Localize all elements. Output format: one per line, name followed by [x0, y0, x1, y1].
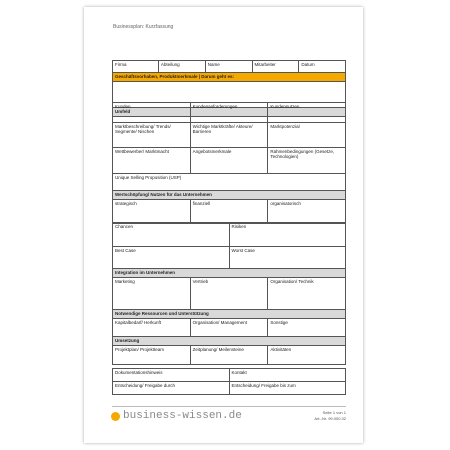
integration-table: [112, 268, 346, 365]
cell-vertrieb[interactable]: Vertrieb: [190, 278, 268, 310]
cell-sonstige[interactable]: Sonstige: [268, 319, 346, 337]
cell-freigabe-durch[interactable]: Entscheidung/ Freigabe durch: [113, 382, 230, 395]
cell-marktkraefte[interactable]: Wichtige Marktkräfte/ Akteure/ Barrieren: [190, 123, 268, 148]
section-umsetzung: Umsetzung: [113, 337, 346, 346]
footer-meta: [300, 410, 346, 421]
cell-angebotsmerkmale[interactable]: Angebotsmerkmale: [190, 148, 268, 174]
cell-kundennutzen[interactable]: Kundennutzen: [268, 103, 346, 123]
cell-chancen[interactable]: Chancen: [113, 223, 230, 247]
cell-aktivitaeten[interactable]: Aktivitäten: [268, 346, 346, 365]
umfeld-table: [112, 102, 346, 224]
field-abteilung[interactable]: Abteilung: [158, 61, 205, 73]
section-ressourcen: Notwendige Ressourcen und Unterstützung: [113, 310, 346, 319]
cell-risiken[interactable]: Risiken: [229, 223, 346, 247]
cell-finanziell[interactable]: finanziell: [190, 200, 268, 224]
section-wertschoepfung: Wertschöpfung/ Nutzen für das Unternehmen: [113, 191, 346, 200]
field-mitarbeiter[interactable]: Mitarbeiter: [252, 61, 299, 73]
cell-usp[interactable]: Unique Selling Proposition (USP): [113, 174, 346, 191]
cell-dokumentationshinweis[interactable]: Dokumentationshinweis: [113, 369, 230, 382]
cell-worst-case[interactable]: Worst Case: [229, 247, 346, 269]
main-heading: Geschäftsvorhaben, Produktmerkmale | Darum geht es:: [113, 73, 346, 82]
field-firma[interactable]: Firma: [113, 61, 159, 73]
footer-divider: [112, 406, 346, 407]
field-name[interactable]: Name: [205, 61, 252, 73]
cell-kundenanforderungen[interactable]: Kundenanforderungen: [190, 103, 268, 123]
page-number: Seite 1 von 1: [322, 410, 346, 415]
document-title: Businessplan: Kurzfassung: [113, 24, 174, 30]
chancen-risiken-table: [112, 222, 346, 269]
logo-text: business-wissen.de: [123, 410, 242, 422]
dokumentation-table: [112, 368, 346, 395]
cell-kapitalbedarf[interactable]: Kapitalbedarf/ Herkunft: [113, 319, 191, 337]
article-number: Art.-Nr. 99.000.32: [314, 415, 346, 421]
section-integration: Integration im Unternehmen: [113, 269, 346, 278]
cell-marktbeschreibung[interactable]: Marktbeschreibung/ Trends/ Segmente/ Nischen: [113, 123, 191, 148]
cell-wettbewerber[interactable]: Wettbewerber/ Marktmacht: [113, 148, 191, 174]
cell-projektplan[interactable]: Projektplan/ Projektteam: [113, 346, 191, 365]
logo-dot-icon: [111, 412, 120, 421]
field-datum[interactable]: Datum: [299, 61, 346, 73]
cell-strategisch[interactable]: strategisch: [113, 200, 191, 224]
cell-best-case[interactable]: Best Case: [113, 247, 230, 269]
cell-freigabe-bis[interactable]: Entscheidung/ Freigabe bis zum: [229, 382, 346, 395]
cell-kunden[interactable]: Kunden: [113, 103, 191, 123]
cell-marktpotenzial[interactable]: Marktpotenzial: [268, 123, 346, 148]
cell-organisation-management[interactable]: Organisation/ Management: [190, 319, 268, 337]
cell-zeitplanung[interactable]: Zeitplanung/ Meilensteine: [190, 346, 268, 365]
section-umfeld: Umfeld: [113, 108, 346, 117]
cell-organisatorisch[interactable]: organisatorisch: [268, 200, 346, 224]
cell-rahmenbedingungen[interactable]: Rahmenbedingungen (Gesetze, Technologien): [268, 148, 346, 174]
cell-kontakt[interactable]: Kontakt: [229, 369, 346, 382]
cell-marketing[interactable]: Marketing: [113, 278, 191, 310]
cell-organisation-technik[interactable]: Organisation/ Technik: [268, 278, 346, 310]
